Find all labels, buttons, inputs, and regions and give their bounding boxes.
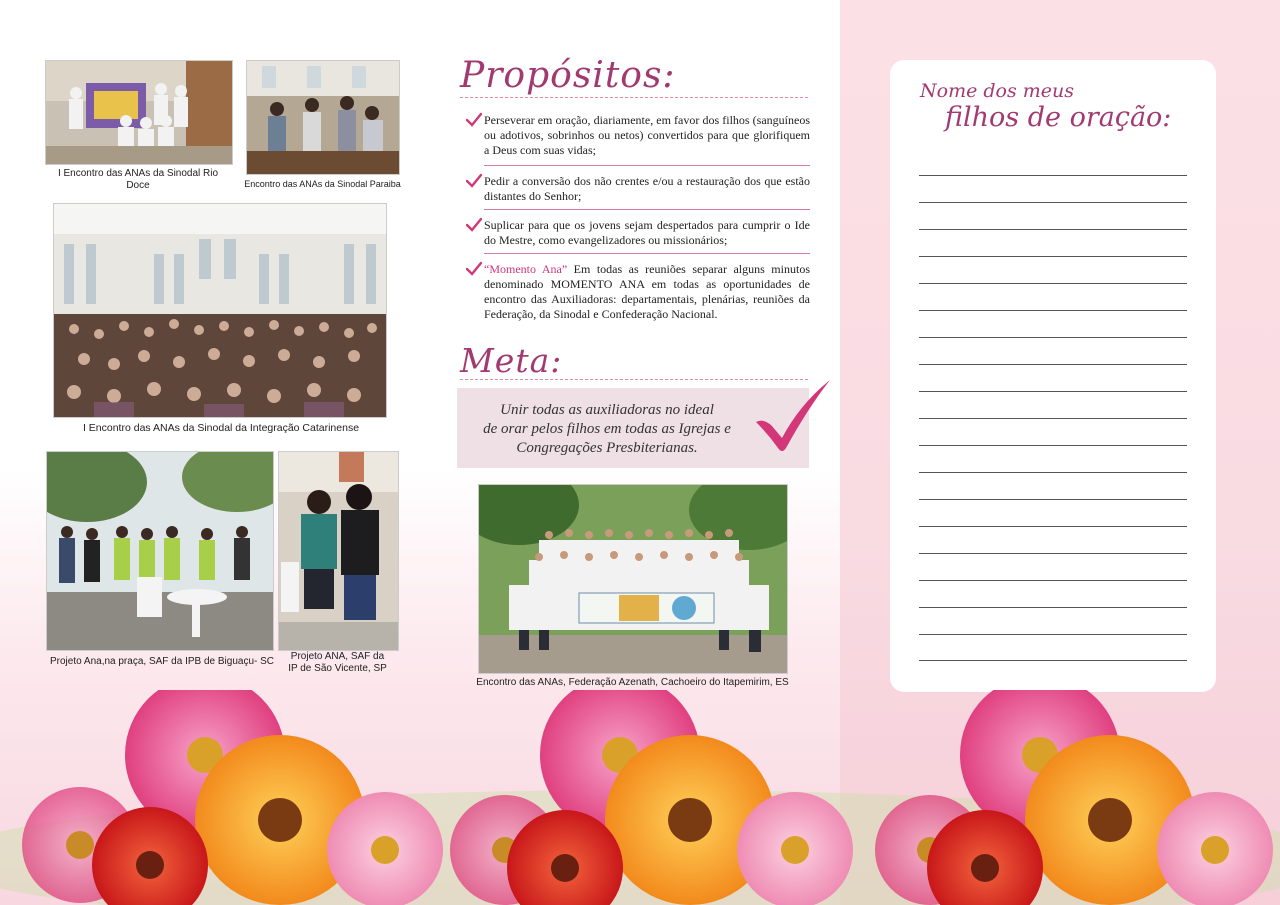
write-line[interactable] <box>919 499 1187 500</box>
proposito-text-3: Suplicar para que os jovens sejam despertados para cumprir o Ide do Mestre, como evangelizadores ou missionários; <box>484 218 810 247</box>
momento-ana-text: Em todas as reuniões separar alguns minutos denominado MOMENTO ANA em todas as oportunidades de encontro das Auxiliadoras: departamentais, plenárias, reuniões da Federação, da Sinodal e Confederação Nacional. <box>484 262 810 321</box>
proposito-item-3 <box>468 218 810 248</box>
photo-projeto-ana-biguacu <box>46 451 274 651</box>
momento-ana-label: “Momento Ana” <box>484 262 568 276</box>
names-card <box>890 60 1216 692</box>
meta-line-3: Congregações Presbiterianas. <box>516 440 698 456</box>
write-line[interactable] <box>919 364 1187 365</box>
write-line[interactable] <box>919 553 1187 554</box>
photo-sinodal-paraiba <box>246 60 400 175</box>
write-line[interactable] <box>919 229 1187 230</box>
photo-federacao-azenath <box>478 484 788 674</box>
proposito-item-2 <box>468 174 810 204</box>
write-line[interactable] <box>919 337 1187 338</box>
photo-projeto-ana-sao-vicente <box>278 451 399 651</box>
card-title-line1: Nome dos meus <box>920 80 1075 102</box>
check-icon <box>466 261 482 277</box>
caption-catarinense: I Encontro das ANAs da Sinodal da Integração Catarinense <box>82 422 360 434</box>
propositos-title: Propósitos: <box>460 55 676 96</box>
write-line[interactable] <box>919 607 1187 608</box>
photo-sinodal-catarinense <box>53 203 387 418</box>
write-line[interactable] <box>919 472 1187 473</box>
proposito-item-4 <box>468 262 810 322</box>
check-icon <box>466 217 482 233</box>
write-line[interactable] <box>919 175 1187 176</box>
write-line[interactable] <box>919 660 1187 661</box>
check-icon <box>466 112 482 128</box>
meta-text <box>457 401 757 458</box>
big-check-icon <box>752 378 834 454</box>
flowers-decoration <box>0 690 1280 905</box>
caption-sao-vicente-line1: Projeto ANA, SAF da <box>290 651 385 662</box>
proposito-separator-3 <box>484 253 810 254</box>
proposito-text-1: Perseverar em oração, diariamente, em favor dos filhos (sanguíneos ou adotivos, sobrinhos ou netos) convertidos para que glorifiquem a Deus com suas vidas; <box>484 113 810 157</box>
proposito-text-2: Pedir a conversão dos não crentes e/ou a restauração dos que estão distantes do Senhor; <box>484 174 810 203</box>
proposito-separator-2 <box>484 209 810 210</box>
meta-line-1: Unir todas as auxiliadoras no ideal <box>500 402 714 418</box>
write-line[interactable] <box>919 580 1187 581</box>
flower <box>737 792 853 905</box>
meta-line-2: de orar pelos filhos em todas as Igrejas e <box>483 421 731 437</box>
write-line[interactable] <box>919 202 1187 203</box>
write-line[interactable] <box>919 256 1187 257</box>
write-line[interactable] <box>919 526 1187 527</box>
flower <box>1157 792 1273 905</box>
write-line[interactable] <box>919 418 1187 419</box>
proposito-separator-1 <box>484 165 810 166</box>
proposito-item-1 <box>468 113 810 158</box>
write-line[interactable] <box>919 391 1187 392</box>
write-line[interactable] <box>919 283 1187 284</box>
card-title-line2: filhos de oração: <box>945 102 1172 133</box>
caption-azenath: Encontro das ANAs, Federação Azenath, Cachoeiro do Itapemirim, ES <box>476 677 789 688</box>
caption-biguacu: Projeto Ana,na praça, SAF da IPB de Biguaçu- SC <box>49 656 275 667</box>
caption-sao-vicente <box>280 651 395 675</box>
proposito-text-4 <box>468 262 810 322</box>
caption-paraiba: Encontro das ANAs da Sinodal Paraiba <box>244 179 401 189</box>
write-line[interactable] <box>919 310 1187 311</box>
caption-rio-doce: I Encontro das ANAs da Sinodal Rio Doce <box>57 168 219 191</box>
write-line[interactable] <box>919 445 1187 446</box>
flower <box>327 792 443 905</box>
caption-sao-vicente-line2: IP de São Vicente, SP <box>288 663 387 674</box>
meta-title: Meta: <box>460 341 563 380</box>
check-icon <box>466 173 482 189</box>
write-line[interactable] <box>919 634 1187 635</box>
photo-sinodal-rio-doce <box>45 60 233 165</box>
propositos-divider <box>460 97 808 98</box>
